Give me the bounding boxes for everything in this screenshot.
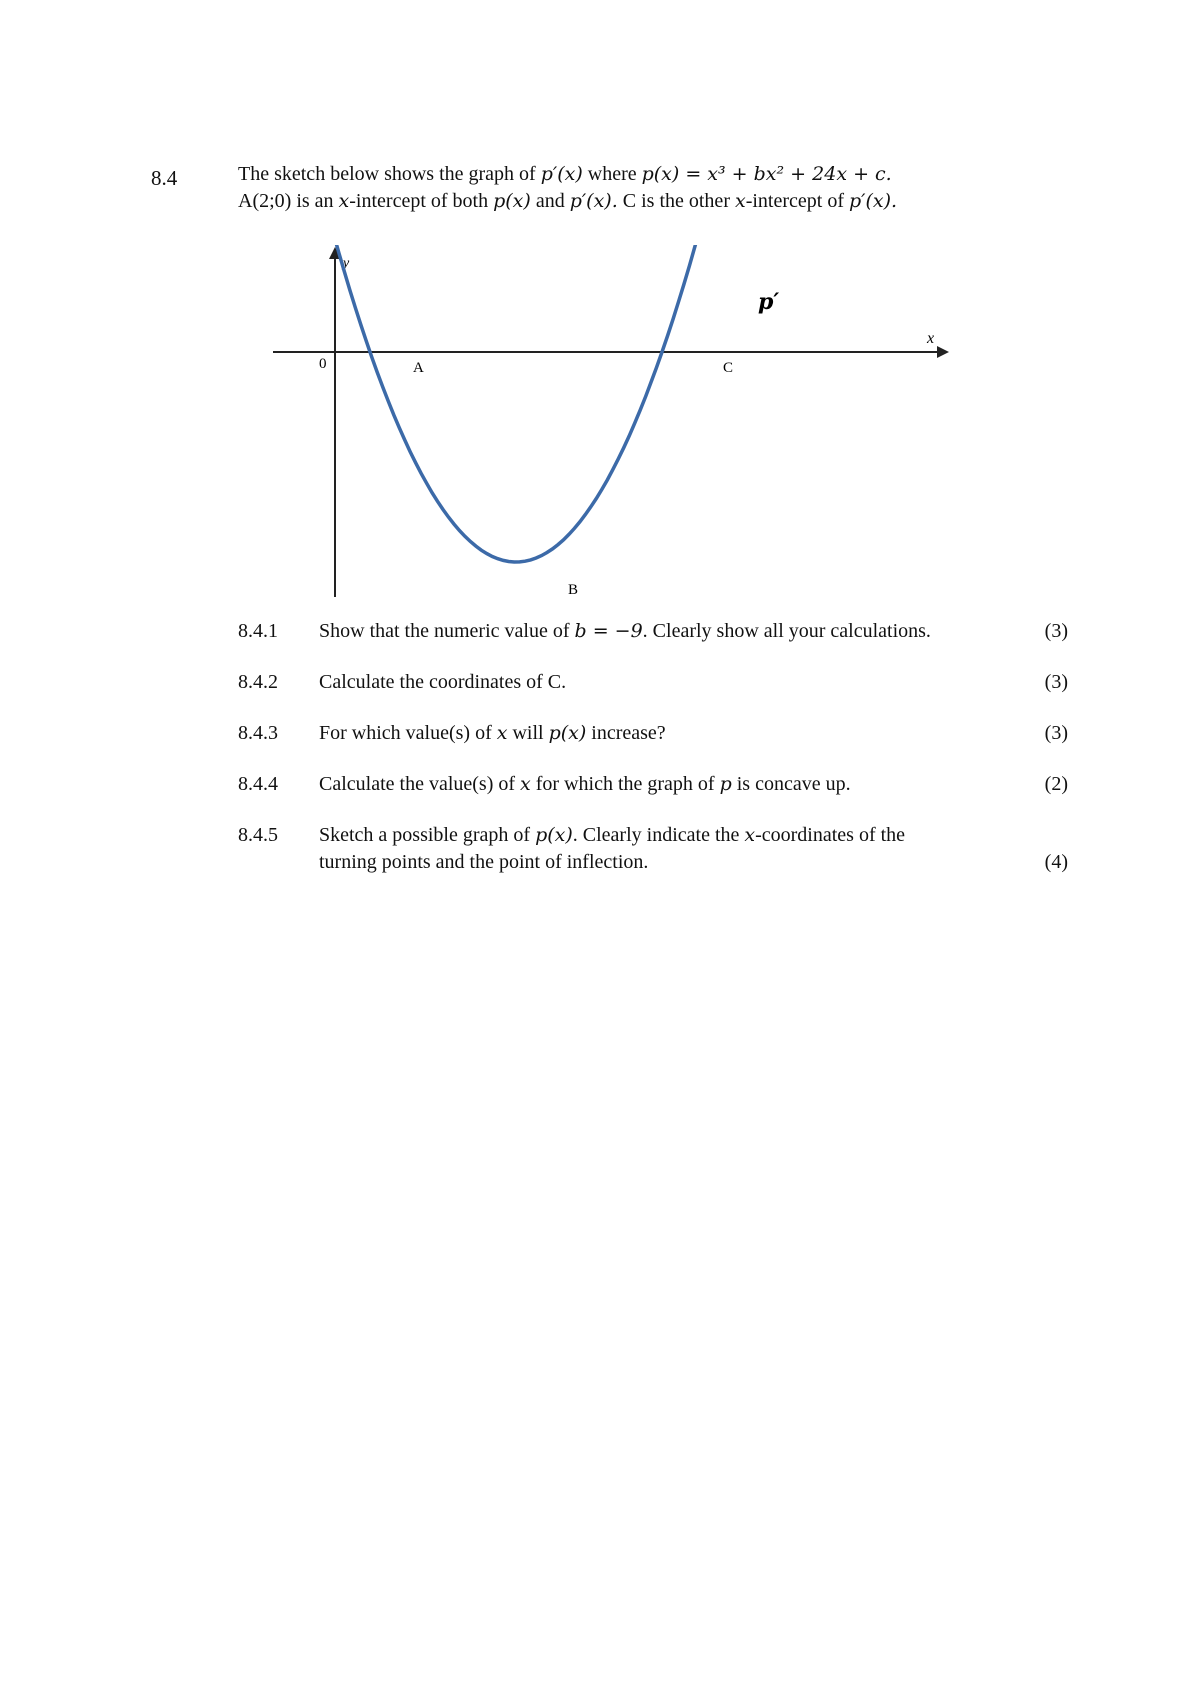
- subquestion-text: For which value(s) of x will p(x) increase?: [319, 722, 666, 744]
- subquestion-marks: (3): [1044, 620, 1068, 642]
- point-a-label: A: [413, 360, 424, 376]
- intro-line-2: A(2;0) is an x-intercept of both p(x) and p′(x). C is the other x-intercept of p′(x).: [238, 190, 898, 212]
- subquestion-number: 8.4.1: [238, 620, 278, 642]
- subquestion-marks: (4): [1044, 851, 1068, 873]
- subquestion-marks: (2): [1044, 773, 1068, 795]
- x-axis-label: x: [927, 330, 935, 347]
- subquestion-text: Sketch a possible graph of p(x). Clearly indicate the x-coordinates of the turning points and the point of inflection.: [319, 824, 906, 873]
- subquestion-marks: (3): [1044, 671, 1068, 693]
- question-intro: [238, 161, 1038, 215]
- subquestion-number: 8.4.3: [238, 722, 278, 744]
- point-b-label: B: [568, 582, 579, 598]
- subquestion-text: Calculate the value(s) of x for which the graph of p is concave up.: [319, 773, 851, 795]
- y-axis-label: y: [343, 256, 350, 271]
- subquestion-number: 8.4.2: [238, 671, 278, 693]
- subquestion-marks: (3): [1044, 722, 1068, 744]
- subquestion-number: 8.4.4: [238, 773, 278, 795]
- subquestion-number: 8.4.5: [238, 824, 278, 846]
- origin-label: 0: [319, 356, 327, 372]
- derivative-graph: [265, 245, 965, 605]
- x-axis-arrow: [937, 346, 949, 358]
- derivative-curve: [268, 245, 706, 562]
- curve-label: p′: [758, 289, 780, 315]
- question-number: 8.4: [151, 166, 178, 190]
- point-c-label: C: [723, 360, 734, 376]
- subquestion-text: Calculate the coordinates of C.: [319, 671, 567, 693]
- intro-line-1: The sketch below shows the graph of p′(x) where p(x) = x³ + bx² + 24x + c.: [238, 163, 892, 185]
- subquestion-text: Show that the numeric value of b = −9. Clearly show all your calculations.: [319, 620, 931, 642]
